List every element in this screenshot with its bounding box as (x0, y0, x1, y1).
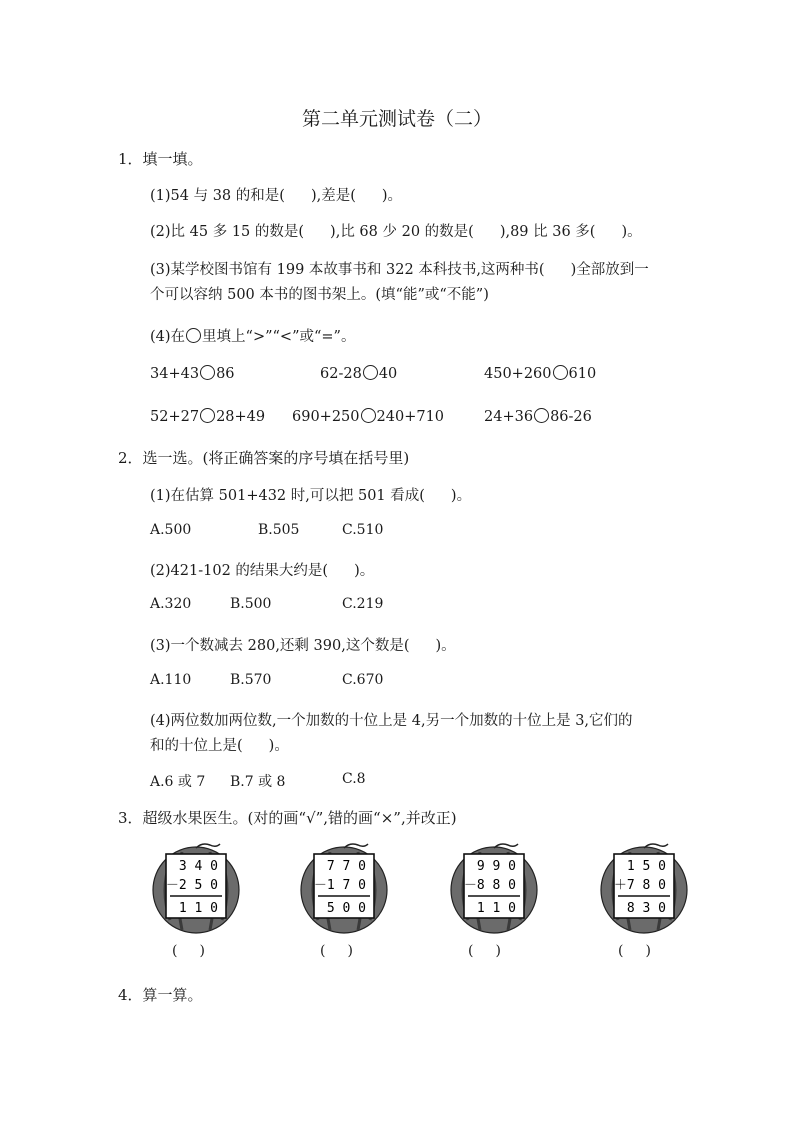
compare-circle[interactable] (553, 365, 568, 380)
option-c[interactable]: C.670 (342, 672, 384, 688)
paren-open: ( (468, 943, 474, 959)
section-4-heading: 4．算一算。 (118, 986, 203, 1004)
compare-left: 62-28 (320, 366, 362, 382)
question-1-3 (150, 258, 649, 279)
option-a[interactable]: A.500 (150, 522, 192, 538)
addend-bottom: －2 5 0 (165, 878, 218, 893)
option-a[interactable]: A.320 (150, 596, 192, 612)
compare-circle[interactable] (200, 408, 215, 423)
q2-4-text-b: )。 (268, 738, 289, 754)
question-1-1 (150, 184, 402, 205)
q1-2-text-d: )。 (621, 224, 642, 240)
paren-close: ) (495, 943, 501, 959)
option-b[interactable]: B.7 或 8 (230, 774, 286, 790)
option-a[interactable]: A.110 (150, 672, 192, 688)
paren-open: ( (172, 943, 178, 959)
option-c[interactable]: C.510 (342, 522, 384, 538)
compare-circle[interactable] (200, 365, 215, 380)
option-b[interactable]: B.505 (258, 522, 300, 538)
addend-bottom: －8 8 0 (463, 878, 516, 893)
q2-1-text-b: )。 (450, 488, 472, 504)
addend-bottom: －1 7 0 (313, 878, 366, 893)
paren-close: ) (645, 943, 651, 959)
paren-open: ( (618, 943, 624, 959)
q1-3-text-a: (3)某学校图书馆有 199 本故事书和 322 本科技书,这两种书( (150, 262, 545, 278)
watermelon-problem (598, 842, 690, 938)
section-1-heading: 1．填一填。 (118, 150, 203, 168)
addend-bottom: ＋7 8 0 (613, 878, 666, 893)
q1-4-text-b: 里填上“>”“<”或“=”。 (202, 329, 356, 345)
question-2-4: (4)两位数加两位数,一个加数的十位上是 4,另一个加数的十位上是 3,它们的 (150, 713, 633, 729)
compare-left: 450+260 (484, 366, 552, 382)
watermelon-problem (298, 842, 390, 938)
paren-open: ( (320, 943, 326, 959)
option-c[interactable]: C.8 (342, 771, 366, 787)
q2-2-text-a: (2)421-102 的结果大约是( (150, 563, 329, 579)
addend-top: 7 7 0 (326, 859, 366, 874)
question-2-3 (150, 634, 456, 655)
q2-2-text-b: )。 (354, 563, 375, 579)
compare-right: 28+49 (216, 409, 266, 425)
q2-3-text-a: (3)一个数减去 280,还剩 390,这个数是( (150, 638, 410, 654)
q1-2-text-a: (2)比 45 多 15 的数是( (150, 224, 305, 240)
compare-item (150, 408, 265, 425)
q1-2-text-c: ),89 比 36 多( (499, 224, 596, 240)
compare-item (292, 408, 444, 425)
compare-item (150, 365, 235, 382)
compare-circle[interactable] (534, 408, 549, 423)
compare-item (320, 365, 397, 382)
q2-1-text-a: (1)在估算 501+432 时,可以把 501 看成( (150, 488, 425, 504)
circle-icon (186, 328, 201, 343)
judge-blank[interactable] (320, 943, 353, 959)
compare-right: 240+710 (376, 409, 445, 425)
question-2-4-line2 (150, 734, 289, 755)
paren-close: ) (199, 943, 205, 959)
page-title: 第二单元测试卷（二） (301, 108, 492, 130)
question-1-2 (150, 220, 642, 241)
option-b[interactable]: B.500 (230, 596, 272, 612)
watermelon-icon (150, 842, 242, 934)
q1-1-text-a: (1)54 与 38 的和是( (150, 188, 285, 204)
compare-circle[interactable] (363, 365, 378, 380)
result: 5 0 0 (326, 901, 366, 916)
addend-top: 3 4 0 (178, 859, 218, 874)
q1-1-text-b: ),差是( (310, 188, 356, 204)
addend-top: 9 9 0 (476, 859, 516, 874)
compare-right: 86-26 (550, 409, 592, 425)
result: 1 1 0 (178, 901, 218, 916)
watermelon-icon (598, 842, 690, 934)
compare-left: 52+27 (150, 409, 200, 425)
judge-blank[interactable] (618, 943, 651, 959)
section-2-heading: 2．选一选。(将正确答案的序号填在括号里) (118, 449, 410, 467)
watermelon-problem (150, 842, 242, 938)
compare-left: 690+250 (292, 409, 360, 425)
judge-blank[interactable] (172, 943, 205, 959)
watermelon-icon (448, 842, 540, 934)
q2-4-text-a: 和的十位上是( (150, 738, 243, 754)
watermelon-icon (298, 842, 390, 934)
compare-circle[interactable] (361, 408, 376, 423)
question-1-4 (150, 325, 355, 346)
question-1-3-line2: 个可以容纳 500 本书的图书架上。(填“能”或“不能”) (150, 287, 489, 303)
addend-top: 1 5 0 (626, 859, 666, 874)
paren-close: ) (347, 943, 353, 959)
compare-left: 34+43 (150, 366, 200, 382)
compare-left: 24+36 (484, 409, 534, 425)
q1-1-text-c: )。 (381, 188, 403, 204)
option-b[interactable]: B.570 (230, 672, 272, 688)
q1-2-text-b: ),比 68 少 20 的数是( (330, 224, 474, 240)
result: 8 3 0 (626, 901, 666, 916)
result: 1 1 0 (476, 901, 516, 916)
watermelon-problem (448, 842, 540, 938)
section-3-heading: 3．超级水果医生。(对的画“√”,错的画“×”,并改正) (118, 809, 457, 827)
q2-3-text-b: )。 (435, 638, 456, 654)
question-2-2 (150, 559, 374, 580)
judge-blank[interactable] (468, 943, 501, 959)
question-2-1 (150, 484, 471, 505)
option-c[interactable]: C.219 (342, 596, 384, 612)
q1-3-text-b: )全部放到一 (570, 262, 649, 278)
q1-4-text-a: (4)在 (150, 329, 186, 345)
compare-right: 610 (568, 366, 597, 382)
compare-item (484, 365, 596, 382)
compare-right: 40 (378, 366, 398, 382)
compare-right: 86 (216, 366, 235, 382)
compare-item (484, 408, 592, 425)
option-a[interactable]: A.6 或 7 (150, 774, 206, 790)
